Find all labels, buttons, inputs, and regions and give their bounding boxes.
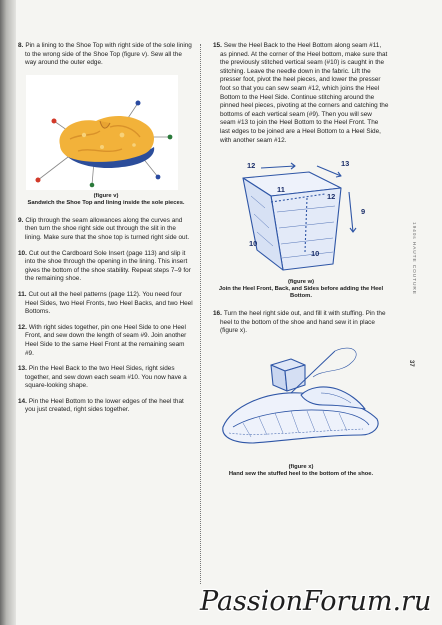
pin-head	[136, 100, 141, 105]
seam-label: 10	[249, 239, 258, 249]
pin-head	[90, 182, 95, 187]
figure-w-text: Join the Heel Front, Back, and Sides before adding the Heel Bottom.	[218, 286, 384, 300]
step-text: Cut out the Cardboard Sole Insert (page 113) and slip it into the shoe through the opening in the lining. This insert gives the bottom of the shoe stability. Repeat steps 7–9 for the remaining shoe.	[25, 249, 191, 283]
column-divider	[200, 44, 201, 584]
figure-v-label: (figure v)	[93, 192, 119, 199]
step-13	[18, 365, 194, 391]
seam-label: 10	[311, 249, 320, 259]
figure-v-caption	[18, 193, 194, 207]
step-11	[18, 291, 194, 317]
step-8	[18, 42, 194, 68]
pin-head	[168, 134, 173, 139]
step-number: 11.	[18, 290, 27, 298]
book-gutter	[0, 0, 16, 625]
figure-v-photo	[26, 75, 178, 190]
left-column	[18, 42, 194, 422]
figure-w-caption	[213, 279, 389, 300]
thread	[313, 348, 356, 377]
step-text: Turn the heel right side out, and fill it with stuffing. Pin the heel to the bottom of the shoe and hand sew it in place (figure x).	[220, 310, 386, 335]
figure-x-caption	[213, 464, 389, 478]
step-text: Clip through the seam allowances along the curves and then turn the shoe right side out through the slit in the lining. Make sure that the shoe top is turned right side out.	[25, 216, 190, 241]
shoe-with-heel-sketch	[213, 343, 389, 461]
step-15	[213, 42, 389, 145]
right-column	[213, 42, 389, 488]
heel-box-sketch	[221, 152, 381, 276]
step-text: Sew the Heel Back to the Heel Bottom along seam #11, as pinned. At the corner of the Heel bottom, make sure that the previously stitched vertical seam (#10) is caught in the stitching. Leave the needle down in the fabric. Lift the presser foot, pivot the heel pieces, and lower the presser foot so that you can sew seam #12, which joins the Heel Bottom to the Heel Side. Continue stitching around the pinned heel pieces, pivoting at the corners and catching the bottoms of each vertical seam (#9). Then you will sew seam #13 to join the Heel Bottom to the Heel Front. The last edges to be joined are a Heel Bottom to a Heel Side, with another seam #12.	[220, 42, 389, 144]
seam-label: 12	[247, 161, 256, 171]
step-9	[18, 217, 194, 243]
site-watermark: PassionForum.ru	[200, 586, 432, 617]
seam-arrow	[317, 166, 341, 176]
step-14	[18, 398, 194, 415]
pin-head	[52, 118, 57, 123]
seam-label: 9	[361, 207, 366, 217]
figure-x-label: (figure x)	[288, 463, 314, 470]
step-number: 10.	[18, 249, 27, 257]
figure-w-label: (figure w)	[287, 279, 315, 286]
figure-x-sketch	[213, 343, 389, 461]
step-number: 9.	[18, 216, 24, 224]
step-12	[18, 324, 194, 358]
pincushion-shoe-illustration	[26, 75, 178, 190]
step-text: Pin the Heel Back to the two Heel Sides, right sides together, and sew down each seam #10. You now have a square-looking shape.	[25, 365, 187, 390]
page-number: 37	[408, 360, 414, 367]
seam-label: 11	[277, 185, 285, 195]
step-number: 12.	[18, 323, 27, 331]
step-number: 14.	[18, 397, 27, 405]
step-text: Cut out all the heel patterns (page 112). You need four Heel Sides, two Heel Fronts, two Heel Backs, and two Heel Bottoms.	[25, 290, 193, 316]
step-number: 13.	[18, 365, 27, 373]
running-title: 1940s HAUTE COUTURE	[411, 222, 416, 295]
pin-head	[156, 174, 161, 179]
seam-arrow	[349, 192, 353, 232]
step-number: 15.	[213, 42, 222, 49]
step-16	[213, 310, 389, 336]
step-number: 16.	[213, 310, 222, 318]
figure-x-text: Hand sew the stuffed heel to the bottom of the shoe.	[228, 470, 374, 477]
seam-label: 12	[327, 192, 336, 202]
pin-head	[36, 177, 41, 182]
step-text: Pin a lining to the Shoe Top with right side of the sole lining to the wrong side of the Shoe Top (figure v). Sew all the way around the outer edge.	[25, 42, 192, 67]
figure-v-text: Sandwich the Shoe Top and lining inside the sole pieces.	[27, 199, 185, 206]
step-number: 8.	[18, 42, 24, 49]
figure-w-sketch	[221, 152, 381, 276]
step-text: With right sides together, pin one Heel Side to one Heel Front, and sew down the length of seam #9. Join another Heel Side to the same Heel Front at the remaining seam #9.	[25, 323, 187, 357]
step-text: Pin the Heel Bottom to the lower edges of the heel that you just created, right sides together.	[25, 397, 184, 414]
seam-label: 13	[341, 159, 350, 169]
step-10	[18, 250, 194, 284]
seam-arrow	[261, 166, 295, 168]
